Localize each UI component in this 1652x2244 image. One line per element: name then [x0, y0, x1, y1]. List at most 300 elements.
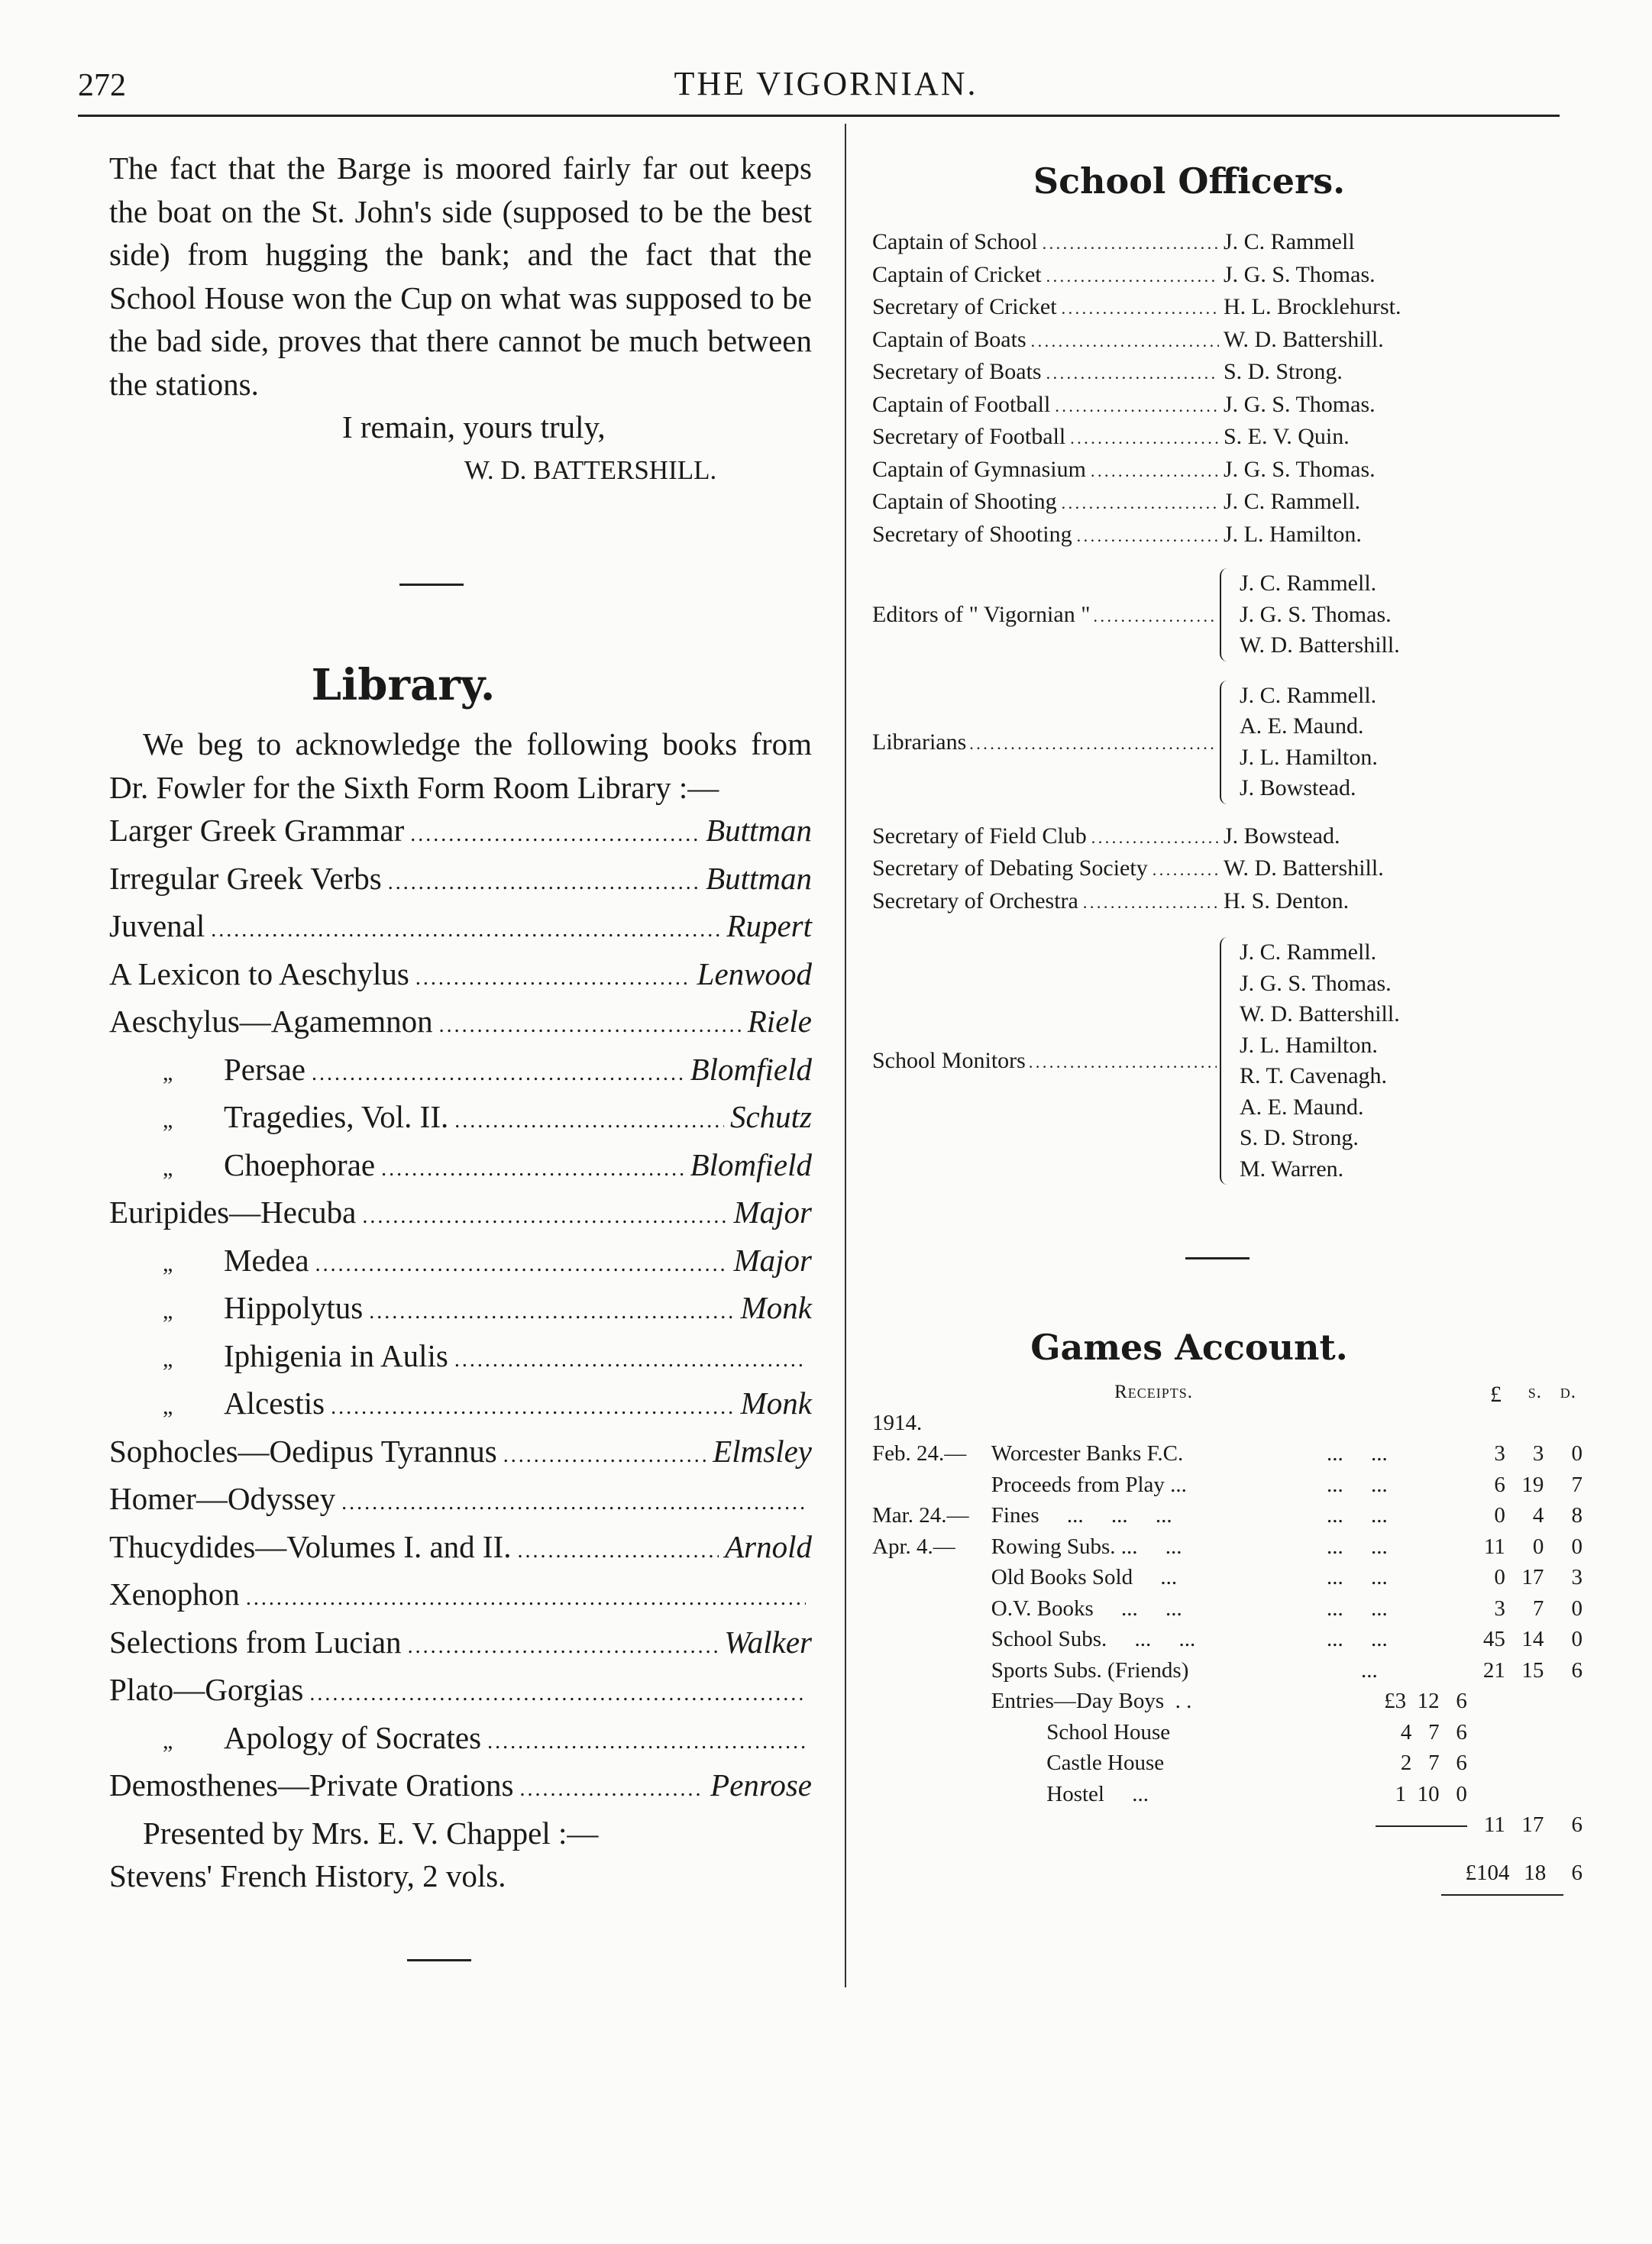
library-intro: We beg to acknowledge the following books from Dr. Fowler for the Sixth Form Room Library :—: [109, 726, 812, 805]
account-rows: [872, 1438, 1582, 1809]
officer-role: Secretary of Boats: [872, 359, 1042, 384]
book-entry: [109, 1000, 812, 1048]
officer-role: Secretary of Field Club: [872, 823, 1087, 849]
group-member: S. D. Strong.: [1240, 1125, 1359, 1150]
group-member: R. T. Cavenagh.: [1240, 1063, 1388, 1088]
officer-role-cell: [872, 227, 1224, 260]
letter-signature: W. D. BATTERSHILL.: [464, 454, 717, 485]
officer-row: [872, 227, 1582, 260]
book-author: Buttman: [706, 813, 812, 848]
section-divider: [1185, 1257, 1250, 1259]
amount-d: [1552, 1779, 1582, 1810]
officer-role: Captain of Cricket: [872, 261, 1042, 287]
amount-s: 17: [1521, 1565, 1544, 1589]
entry-date: [872, 1779, 991, 1810]
officer-role: Secretary of Shooting: [872, 521, 1072, 547]
officer-role: Captain of Gymnasium: [872, 456, 1086, 482]
book-title: Sophocles—Oedipus Tyrannus: [109, 1433, 497, 1469]
book-author: Blomfield: [690, 1051, 812, 1087]
group-member: A. E. Maund.: [1240, 713, 1364, 739]
grand-total-l: £104: [1465, 1860, 1510, 1885]
amount-s: 7: [1532, 1596, 1544, 1621]
account-row: [872, 1438, 1582, 1470]
book-entry: [109, 1334, 812, 1382]
account-row: [872, 1748, 1582, 1779]
book-entry: [109, 1668, 812, 1716]
officer-name: S. E. V. Quin.: [1224, 424, 1350, 449]
leader-dots: [369, 1286, 734, 1334]
pence-col: d.: [1560, 1382, 1576, 1402]
book-title: Hippolytus: [224, 1290, 364, 1325]
account-row: [872, 1470, 1582, 1501]
account-row: [872, 1624, 1582, 1655]
amount-s: 0: [1532, 1534, 1544, 1559]
leader-dots: [309, 1668, 806, 1716]
officer-row: [872, 260, 1582, 293]
entry-amount: [1467, 1655, 1582, 1686]
group-names: [1240, 681, 1378, 804]
entry-amount: [1467, 1438, 1582, 1470]
book-entry: [109, 952, 812, 1001]
group-member: W. D. Battershill.: [1240, 632, 1400, 658]
officer-name: H. S. Denton.: [1224, 888, 1350, 913]
book-author: Blomfield: [690, 1146, 812, 1182]
ditto-mark: „: [163, 1298, 173, 1324]
entry-amount: [1467, 1593, 1582, 1625]
amount-l: 3: [1494, 1441, 1505, 1466]
running-title: THE VIGORNIAN.: [674, 65, 978, 102]
officer-row: [872, 325, 1582, 357]
group-member: J. C. Rammell.: [1240, 571, 1377, 596]
account-row: [872, 1593, 1582, 1625]
amount-l: 21: [1482, 1657, 1505, 1683]
leader-dots: [517, 1525, 719, 1573]
officers-list: [872, 227, 1582, 551]
entry-date: [872, 1655, 991, 1686]
leader-dots: [381, 1143, 684, 1192]
group-member: J. C. Rammell.: [1240, 939, 1377, 965]
account-row: [872, 1562, 1582, 1593]
book-entry: [109, 1239, 812, 1287]
entry-desc: Fines ... ... ...: [991, 1503, 1172, 1528]
amount-l: [1475, 1717, 1505, 1748]
leader-dots: [503, 1430, 707, 1478]
letter-closing: I remain, yours truly,: [342, 409, 606, 445]
library-heading: Library.: [311, 660, 496, 710]
amount-d: 0: [1571, 1534, 1582, 1559]
officer-role-cell: [872, 260, 1224, 293]
amount-l: 0: [1494, 1565, 1505, 1589]
book-author: Buttman: [706, 860, 812, 896]
leader-dots: [415, 952, 691, 1001]
amount-l: 0: [1494, 1503, 1505, 1528]
book-author: Rupert: [726, 908, 812, 943]
leader-dots: [211, 904, 720, 952]
book-title: Iphigenia in Aulis: [224, 1337, 448, 1373]
account-row: [872, 1500, 1582, 1531]
group-member: W. D. Battershill.: [1240, 1001, 1400, 1027]
book-author: Penrose: [710, 1767, 812, 1803]
leader-dots: [1091, 454, 1219, 487]
amount-d: [1552, 1717, 1582, 1748]
receipts-label: Receipts.: [1114, 1382, 1193, 1402]
grand-total-s: 18: [1524, 1860, 1547, 1885]
entry-amount: [1467, 1562, 1582, 1593]
officer-role: Secretary of Orchestra: [872, 888, 1078, 913]
account-row: [872, 1686, 1582, 1717]
entry-amount: [1467, 1470, 1582, 1501]
leader-dots: [1062, 292, 1219, 325]
book-title: Demosthenes—Private Orations: [109, 1767, 514, 1803]
entry-subtotal: £3 12 6: [1384, 1689, 1467, 1713]
group-member: A. E. Maund.: [1240, 1094, 1364, 1120]
games-heading: Games Account.: [1030, 1327, 1348, 1368]
book-entry: [109, 1143, 812, 1192]
officer-role-cell: [872, 853, 1224, 886]
book-title: Selections from Lucian: [109, 1624, 402, 1660]
ditto-mark: „: [163, 1728, 173, 1754]
book-entry: [109, 1191, 812, 1239]
officer-name: H. L. Brocklehurst.: [1224, 294, 1401, 319]
entry-amount: [1467, 1717, 1582, 1748]
book-entry: [109, 1573, 812, 1621]
entry-dots: ...: [1361, 1657, 1378, 1683]
leader-dots: [1083, 886, 1219, 919]
officer-name: S. D. Strong.: [1224, 359, 1343, 384]
officer-role-cell: [872, 422, 1224, 454]
book-entry: [109, 1477, 812, 1525]
book-entry: [109, 904, 812, 952]
book-title: Apology of Socrates: [224, 1719, 482, 1755]
entry-desc: Old Books Sold ...: [991, 1565, 1178, 1589]
group-member: J. G. S. Thomas.: [1240, 601, 1392, 627]
officer-row: [872, 886, 1582, 919]
amount-l: [1475, 1748, 1505, 1779]
officer-row: [872, 853, 1582, 886]
entry-desc: School Subs. ... ...: [991, 1627, 1196, 1651]
grand-total-d: 6: [1571, 1860, 1582, 1885]
book-author: Arnold: [725, 1528, 812, 1564]
entry-amount: [1467, 1531, 1582, 1563]
ditto-mark: „: [163, 1107, 173, 1133]
leader-dots: [519, 1764, 704, 1812]
book-author: Major: [733, 1195, 812, 1230]
officer-role-cell: [872, 821, 1224, 854]
officer-row: [872, 357, 1582, 390]
amount-s: [1513, 1717, 1544, 1748]
leader-dots: [1031, 325, 1219, 357]
officers-list-2: [872, 821, 1582, 919]
entry-date: [872, 1748, 991, 1779]
officers-heading: School Officers.: [1033, 160, 1346, 202]
amount-l: [1475, 1686, 1505, 1717]
amount-d: [1552, 1748, 1582, 1779]
ditto-mark: „: [163, 1346, 173, 1372]
book-author: Monk: [740, 1386, 812, 1421]
book-title: Alcestis: [224, 1386, 325, 1421]
account-header: [872, 1382, 1582, 1408]
book-title: Choephorae: [224, 1146, 376, 1182]
book-author: Riele: [747, 1004, 812, 1039]
entry-subtotal: 1 10 0: [1395, 1781, 1467, 1806]
officer-role: Captain of Shooting: [872, 489, 1057, 514]
ditto-mark: „: [163, 1250, 173, 1276]
book-title: A Lexicon to Aeschylus: [109, 955, 409, 991]
book-title: Plato—Gorgias: [109, 1672, 304, 1707]
leader-dots: [315, 1239, 728, 1287]
group-names: [1240, 568, 1400, 661]
book-entry: [109, 1048, 812, 1096]
shillings-col: s.: [1528, 1382, 1542, 1402]
header-rule: [78, 115, 1560, 117]
section-divider: [399, 584, 464, 586]
book-entry: [109, 1764, 812, 1812]
officer-role-cell: [872, 292, 1224, 325]
book-list: [109, 809, 812, 1812]
entry-date: Apr. 4.—: [872, 1534, 955, 1559]
officer-role: Captain of Football: [872, 391, 1051, 417]
officer-role-cell: [872, 487, 1224, 519]
entries-total-d: 6: [1571, 1812, 1582, 1837]
amount-d: 6: [1571, 1657, 1582, 1683]
book-author: Lenwood: [697, 955, 812, 991]
leader-dots: [362, 1191, 727, 1239]
book-entry: [109, 857, 812, 905]
leader-dots: [341, 1477, 806, 1525]
book-author: Monk: [740, 1290, 812, 1325]
entry-date: [872, 1470, 991, 1501]
group-member: J. G. S. Thomas.: [1240, 970, 1392, 996]
account-row: [872, 1779, 1582, 1810]
entry-date: [872, 1593, 991, 1625]
entry-dots: ... ...: [1327, 1472, 1388, 1497]
entry-amount: [1467, 1624, 1582, 1655]
amount-s: 15: [1521, 1657, 1544, 1683]
officer-name: J. Bowstead.: [1224, 823, 1340, 849]
amount-s: 4: [1532, 1503, 1544, 1528]
book-title: Tragedies, Vol. II.: [224, 1099, 449, 1134]
entry-desc: Proceeds from Play ...: [991, 1472, 1187, 1497]
book-entry: [109, 1716, 812, 1764]
amount-d: 0: [1571, 1596, 1582, 1621]
book-title: Aeschylus—Agamemnon: [109, 1004, 433, 1039]
officer-name: J. L. Hamilton.: [1224, 521, 1362, 547]
officer-role-cell: [872, 519, 1224, 552]
group-member: J. L. Hamilton.: [1240, 744, 1378, 770]
book-entry: [109, 1525, 812, 1573]
entry-desc: School House: [991, 1719, 1171, 1744]
book-entry: [109, 1095, 812, 1143]
ditto-mark: „: [163, 1059, 173, 1085]
leader-dots: [1091, 821, 1219, 854]
leader-dots: [312, 1048, 684, 1096]
leader-dots: [1077, 519, 1219, 552]
ditto-mark: „: [163, 1155, 173, 1181]
amount-d: 0: [1571, 1627, 1582, 1651]
entry-desc: Entries—Day Boys . .: [991, 1689, 1192, 1713]
entry-dots: ... ...: [1327, 1627, 1388, 1651]
librarians-group: [872, 681, 1582, 804]
book-author: Schutz: [729, 1099, 812, 1134]
entry-desc: Worcester Banks F.C.: [991, 1441, 1184, 1466]
amount-s: [1513, 1686, 1544, 1717]
leader-dots: [439, 1000, 742, 1048]
leader-dots: [1062, 487, 1219, 519]
amount-s: 3: [1532, 1441, 1544, 1466]
amount-l: [1475, 1779, 1505, 1810]
officer-name: J. G. S. Thomas.: [1224, 261, 1376, 287]
column-rule: [845, 124, 846, 1987]
group-member: J. Bowstead.: [1240, 775, 1356, 800]
book-title: Thucydides—Volumes I. and II.: [109, 1528, 512, 1564]
book-entry: [109, 1621, 812, 1669]
officer-role-cell: [872, 357, 1224, 390]
leader-dots: [1046, 260, 1219, 293]
amount-s: [1513, 1748, 1544, 1779]
right-column: [872, 154, 1582, 1896]
officer-role: Secretary of Cricket: [872, 294, 1057, 319]
entry-dots: ... ...: [1327, 1596, 1388, 1621]
entry-dots: ... ...: [1327, 1565, 1388, 1589]
group-role: Librarians: [872, 729, 967, 755]
book-title: Xenophon: [109, 1576, 240, 1612]
amount-d: 0: [1571, 1441, 1582, 1466]
entry-desc: Castle House: [991, 1751, 1165, 1775]
officer-name: J. G. S. Thomas.: [1224, 456, 1376, 482]
amount-l: 45: [1482, 1627, 1505, 1651]
group-member: M. Warren.: [1240, 1156, 1344, 1182]
officer-role: Secretary of Debating Society: [872, 855, 1148, 881]
officer-row: [872, 422, 1582, 454]
entry-dots: ... ...: [1327, 1503, 1388, 1528]
presented-item: Stevens' French History, 2 vols.: [109, 1858, 506, 1893]
officer-row: [872, 292, 1582, 325]
left-column: [109, 147, 812, 1961]
entry-amount: [1467, 1779, 1582, 1810]
book-author: Walker: [724, 1624, 812, 1660]
book-title: Larger Greek Grammar: [109, 813, 405, 848]
entry-subtotal: [1363, 1655, 1467, 1686]
leader-dots: [1070, 422, 1219, 454]
leader-dots: [1043, 227, 1219, 260]
account-year: 1914.: [872, 1411, 923, 1435]
officer-row: [872, 821, 1582, 854]
book-title: Irregular Greek Verbs: [109, 860, 382, 896]
entries-total-s: 17: [1521, 1812, 1544, 1837]
entry-subtotal: 2 7 6: [1400, 1751, 1467, 1775]
account-row: [872, 1655, 1582, 1686]
officer-role: Captain of Boats: [872, 326, 1026, 352]
amount-s: 14: [1521, 1627, 1544, 1651]
ditto-mark: „: [163, 1394, 173, 1419]
officer-name: J. G. S. Thomas.: [1224, 391, 1376, 417]
section-divider: [407, 1959, 471, 1961]
monitors-group: [872, 937, 1582, 1185]
officer-role-cell: [872, 886, 1224, 919]
book-title: Juvenal: [109, 908, 205, 943]
editors-group: [872, 568, 1582, 661]
entry-dots: ... ...: [1327, 1534, 1388, 1559]
officer-role-cell: [872, 390, 1224, 422]
entries-total-row: [872, 1809, 1582, 1841]
amount-d: [1552, 1686, 1582, 1717]
entry-date: [872, 1717, 991, 1748]
amount-d: 8: [1571, 1503, 1582, 1528]
group-member: J. L. Hamilton.: [1240, 1032, 1378, 1058]
entries-total-l: 11: [1483, 1812, 1505, 1837]
account-row: [872, 1531, 1582, 1563]
entry-desc: Sports Subs. (Friends): [991, 1657, 1189, 1683]
book-entry: [109, 1286, 812, 1334]
grand-total-row: [872, 1858, 1582, 1889]
brace: [1220, 681, 1232, 804]
entry-desc: Rowing Subs. ... ...: [991, 1534, 1182, 1559]
leader-dots: [408, 1621, 719, 1669]
amount-d: 3: [1571, 1565, 1582, 1589]
entry-amount: [1467, 1686, 1582, 1717]
amount-d: 7: [1571, 1472, 1582, 1497]
leader-dots: [410, 809, 700, 857]
leader-dots: [1153, 853, 1219, 886]
brace: [1220, 568, 1232, 661]
leader-dots: [454, 1095, 724, 1143]
page-number: 272: [78, 68, 126, 103]
entry-desc: O.V. Books ... ...: [991, 1596, 1182, 1621]
brace: [1220, 937, 1232, 1185]
officer-name: J. C. Rammell.: [1224, 489, 1361, 514]
entry-date: [872, 1686, 991, 1717]
amount-l: 6: [1494, 1472, 1505, 1497]
amount-l: 3: [1494, 1596, 1505, 1621]
account-row: [872, 1717, 1582, 1748]
entry-subtotal: 4 7 6: [1400, 1719, 1467, 1744]
entry-desc: Hostel ...: [991, 1781, 1149, 1806]
book-entry: [109, 1382, 812, 1430]
officer-name: W. D. Battershill.: [1224, 326, 1384, 352]
officer-name: W. D. Battershill.: [1224, 855, 1384, 881]
entry-date: [872, 1562, 991, 1593]
book-entry: [109, 809, 812, 857]
amount-s: 19: [1521, 1472, 1544, 1497]
group-role: Editors of " Vigornian ": [872, 601, 1091, 627]
officer-row: [872, 390, 1582, 422]
leader-dots: [1046, 357, 1219, 390]
entry-amount: [1467, 1748, 1582, 1779]
entry-dots: ... ...: [1327, 1441, 1388, 1466]
officer-role-cell: [872, 325, 1224, 357]
officer-role: Captain of School: [872, 229, 1038, 254]
letter-paragraph: The fact that the Barge is moored fairly far out keeps the boat on the St. John's side (supposed to be the best side) from hugging the bank; and the fact that the School House won the Cup on what was supposed to be the bad side, proves that there cannot be much between the stations.: [109, 150, 812, 402]
group-role: School Monitors: [872, 1048, 1026, 1073]
amount-s: [1513, 1779, 1544, 1810]
officer-role: Secretary of Football: [872, 424, 1066, 449]
book-author: Major: [733, 1242, 812, 1278]
entry-date: [872, 1624, 991, 1655]
entry-date: Feb. 24.—: [872, 1441, 967, 1466]
officer-row: [872, 454, 1582, 487]
book-title: Euripides—Hecuba: [109, 1195, 357, 1230]
total-rule: [1441, 1894, 1563, 1896]
entry-amount: [1467, 1500, 1582, 1531]
officer-row: [872, 519, 1582, 552]
leader-dots: [246, 1573, 806, 1621]
book-entry: [109, 1430, 812, 1478]
book-title: Medea: [224, 1242, 309, 1278]
officer-name: J. C. Rammell: [1224, 229, 1355, 254]
leader-dots: [454, 1334, 806, 1382]
book-title: Persae: [224, 1051, 306, 1087]
leader-dots: [388, 857, 700, 905]
